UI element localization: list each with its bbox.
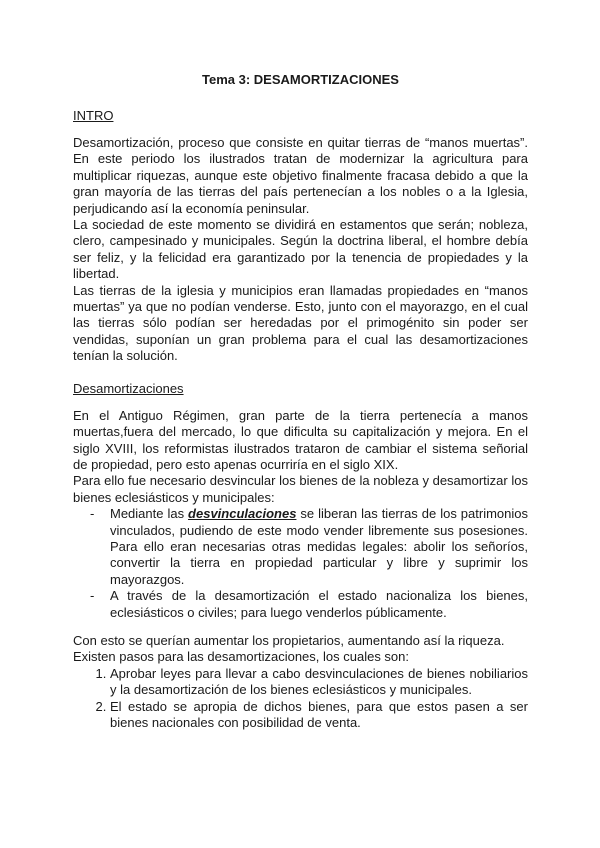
section-heading-desamortizaciones: Desamortizaciones (73, 380, 184, 396)
intro-paragraph: Desamortización, proceso que consiste en quitar tierras de “manos muertas”. En este periodo los ilustrados tratan de modernizar la agricultura para multiplicar riquezas, aunque este objetivo finalmente fracasa debido a que la gran mayoría de las tierras del país pertenecían a los nobles o a la Iglesia, perjudicando así la economía peninsular. (73, 135, 528, 216)
list-item: - A través de la desamortización el estado nacionaliza los bienes, eclesiásticos o civiles; para luego venderlos públicamente. (110, 588, 528, 621)
body-paragraph: Existen pasos para las desamortizaciones, los cuales son: (73, 649, 410, 665)
section-heading-intro: INTRO (73, 108, 114, 123)
list-item: 1. Aprobar leyes para llevar a cabo desvinculaciones de bienes nobiliarios y la desamortización de los bienes eclesiásticos y municipales. (110, 666, 528, 699)
list-item (110, 506, 528, 588)
keyword-desvinculaciones: desvinculaciones (188, 506, 297, 522)
body-paragraph: En el Antiguo Régimen, gran parte de la tierra pertenecía a manos muertas,fuera del mercado, lo que dificulta su capitalización y mejora. En el siglo XVIII, los reformistas ilustrados trataron de cambiar el sistema señorial de propiedad, pero esto apenas ocurriría en el siglo XIX. (73, 407, 528, 472)
intro-paragraph: La sociedad de este momento se dividirá en estamentos que serán; nobleza, clero, campesinado y municipales. Según la doctrina liberal, el hombre debía ser feliz, y la felicidad era garantizado por la tenencia de propiedades y la libertad. (73, 217, 528, 282)
bullet-text-before: Mediante las (110, 506, 189, 522)
list-item: 2. El estado se apropia de dichos bienes, para que estos pasen a ser bienes nacionales con posibilidad de venta. (110, 699, 528, 732)
body-paragraph: Para ello fue necesario desvincular los bienes de la nobleza y desamortizar los bienes eclesiásticos y municipales: (73, 473, 528, 505)
page-title: Tema 3: DESAMORTIZACIONES (202, 72, 399, 87)
intro-paragraph: Las tierras de la iglesia y municipios eran llamadas propiedades en “manos muertas” ya que no podían venderse. Esto, junto con el mayorazgo, en el cual las tierras sólo podían ser heredadas por el primogénito sin poder ser vendidas, suponían un gran problema para el cual las desamortizaciones tenían la solución. (73, 282, 528, 364)
body-paragraph: Con esto se querían aumentar los propietarios, aumentando así la riqueza. (73, 632, 505, 648)
bullet-list (73, 506, 528, 621)
bullet-text-after: se liberan las tierras de los patrimonios vinculados, pudiendo de este modo vender libremente sus posesiones. Para ello eran necesarias otras medidas legales: abolir los señoríos, convertir la tierra en propiedad particular y libre y suprimir los mayorazgos. (110, 506, 528, 587)
numbered-list (73, 666, 528, 732)
